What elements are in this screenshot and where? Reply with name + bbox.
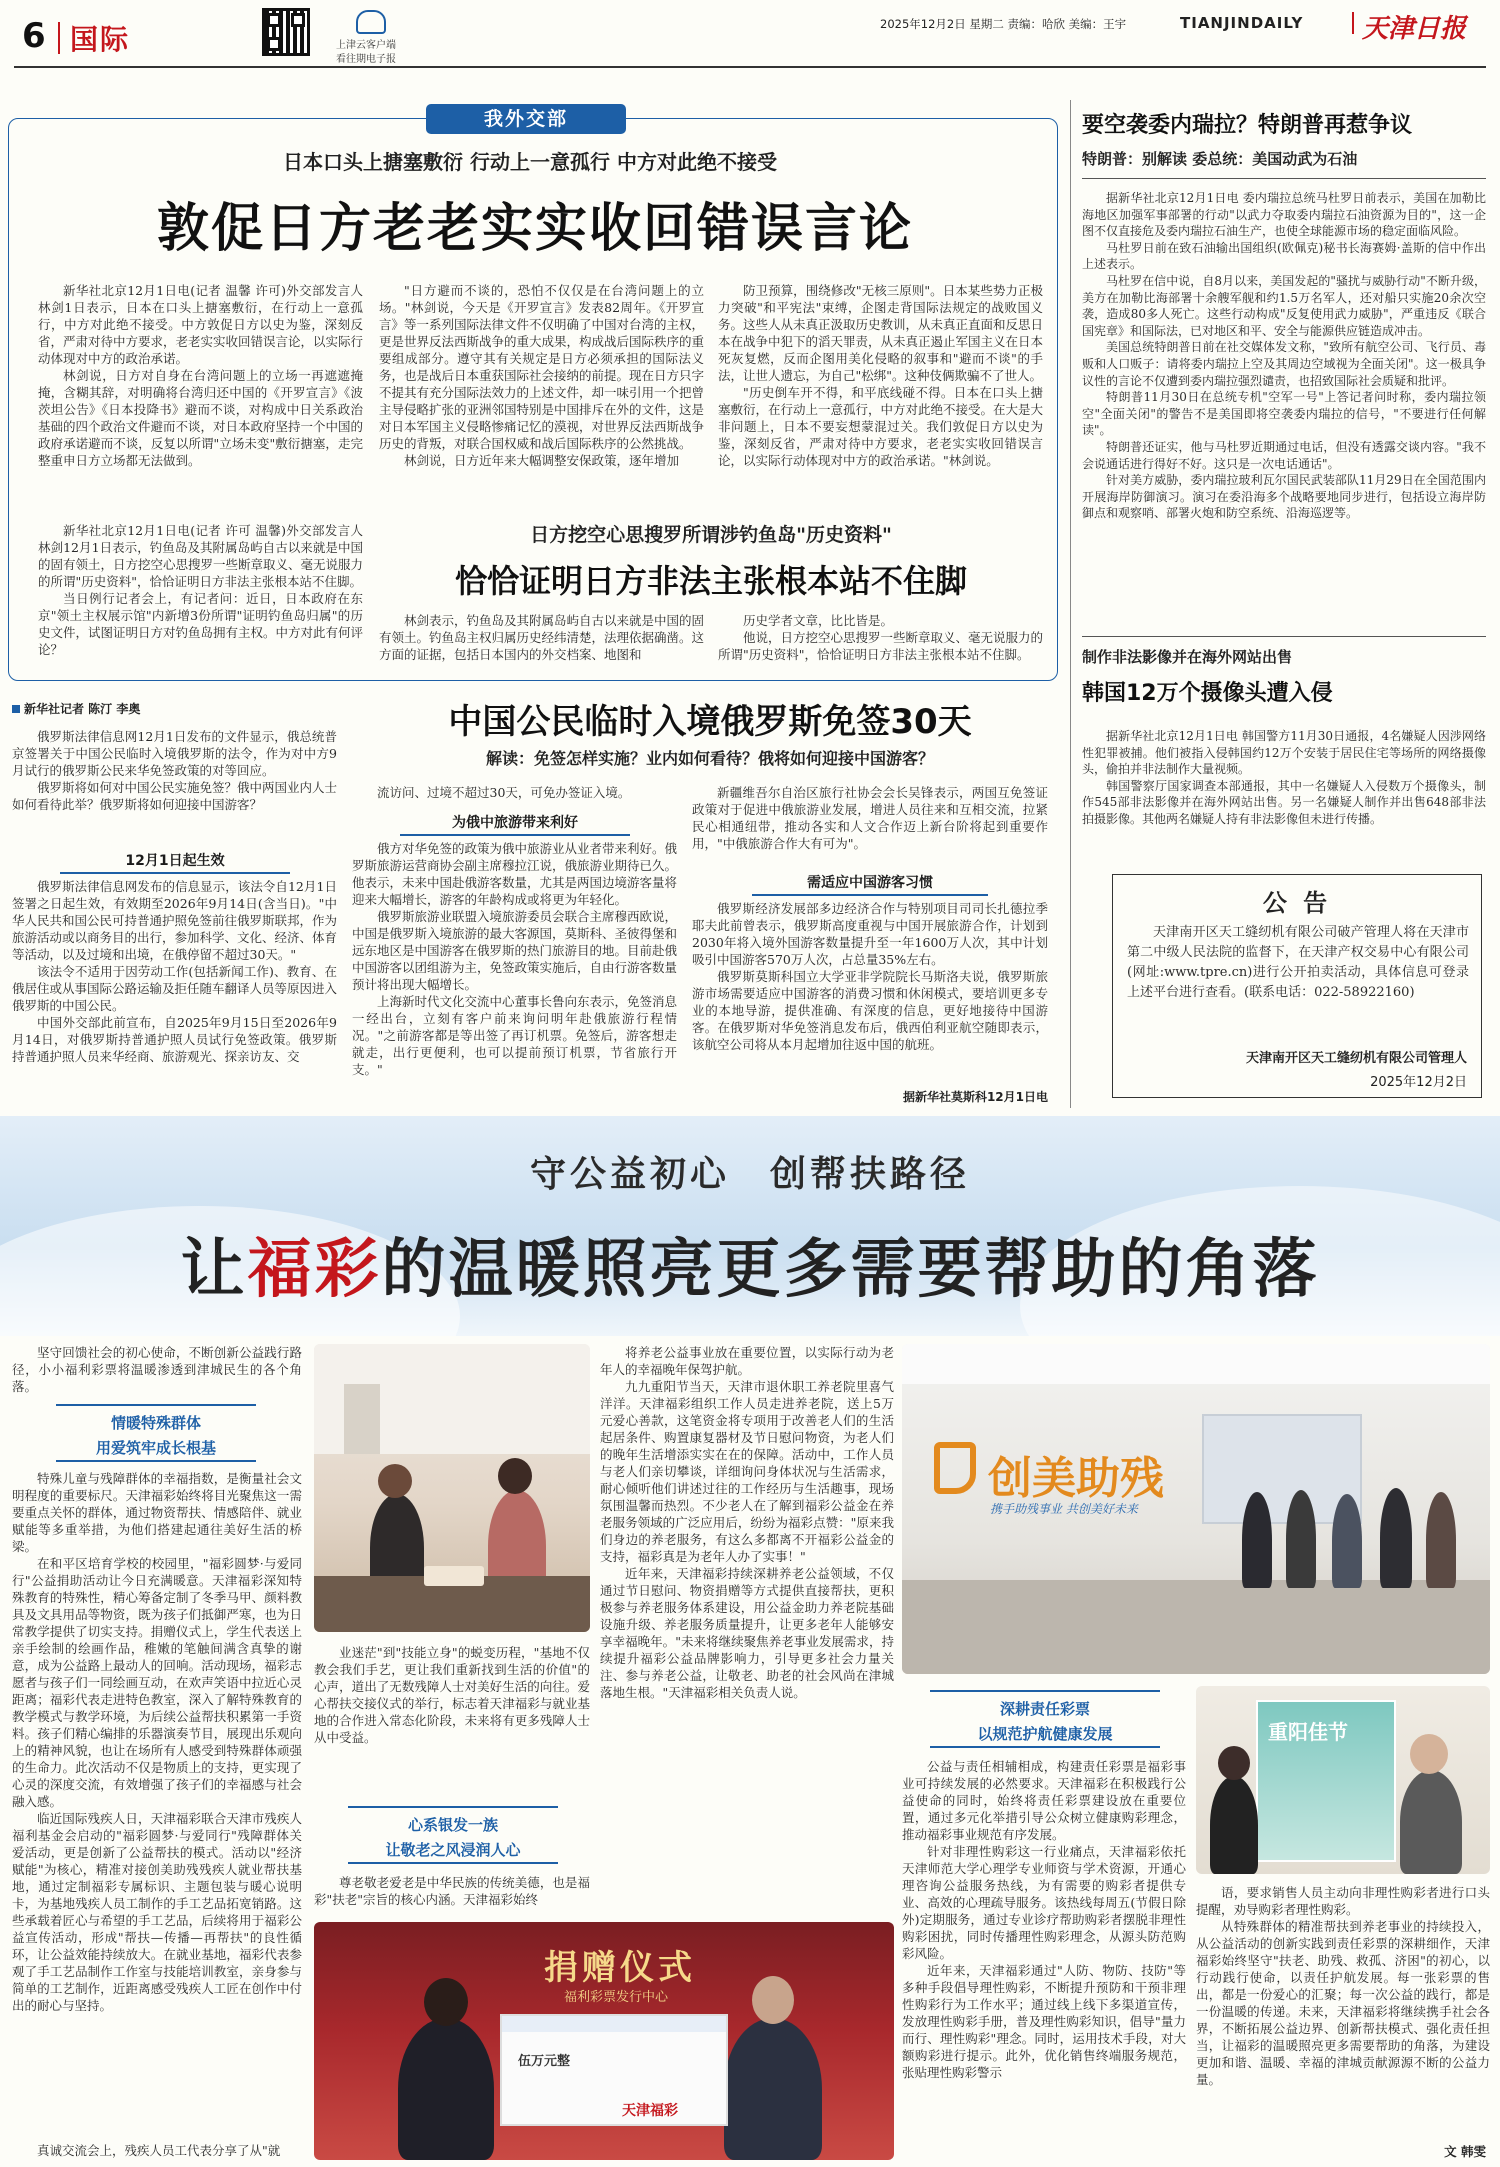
ceremony-banner-text: 捐赠仪式 <box>544 1948 696 1988</box>
russia-credit: 据新华社莫斯科12月1日电 <box>902 1090 1048 1104</box>
right-rule-1 <box>1082 178 1486 179</box>
poster-board <box>1256 1700 1396 1862</box>
lottery-kicker: 守公益初心 创帮扶路径 <box>529 1153 970 1195</box>
russia-section-2-label: 为俄中旅游带来利好 <box>452 815 578 831</box>
russia-section-2 <box>400 812 630 836</box>
lead-col-2: "日方避而不谈的，恐怕不仅仅是在台湾问题上的立场。"林剑说，今天是《开罗宣言》发表82周年。《开罗宣言》等一系列国际法律文件不仅明确了中国对台湾的主权，更是世界反法西斯战争的重大成果，构成战后国际秩序的重要组成部分。遵守其有关规定是日方必须承担的国际法义务，也是战后日本重获国际社会接纳的前提。现在日方只字不提其有充分国际法效力的上述文件，却一味引用一个把曾主导侵略扩张的亚洲邻国特别是中国排斥在外的文件，这是对日本军国主义侵略惨痛记忆的漠视，对世界反法西斯战争历史的背叛，对联合国权威和战后国际秩序的公然挑战。 林剑说，日方近年来大幅调整安保政策，逐年增加 <box>379 283 704 468</box>
russia-intro: 俄罗斯法律信息网12月1日发布的文件显示，俄总统普京签署关于中国公民临时入境俄罗斯的法令，作为对中方9月试行的俄罗斯公民来华免签政策的对等回应。 俄罗斯将如何对中国公民实施免签？俄中两国业内人士如何看待此举？俄罗斯将如何迎接中国游客？ <box>12 729 337 812</box>
masthead-rule <box>14 66 1486 68</box>
photo-elderly <box>1196 1686 1490 1874</box>
lottery-headline-red: 福彩 <box>247 1232 382 1307</box>
right-col-divider <box>1070 100 1071 1108</box>
cheque-brand: 天津福彩 <box>622 2103 678 2119</box>
lottery-section-3 <box>930 1690 1160 1748</box>
ceremony-banner-sub: 福利彩票发行中心 <box>564 1990 669 2005</box>
client-logo-icon <box>356 10 386 34</box>
cheque-board <box>500 2014 728 2126</box>
lottery-col-3: 将养老公益事业放在重要位置，以实际行动为老年人的幸福晚年保驾护航。 九九重阳节当天，天津市退休职工养老院里喜气洋洋。天津福彩组织工作人员走进养老院，送上5万元爱心善款，这笔资金将专项用于改善老人们的生活起居条件、购置康复器材及节日慰问物资，为老人们的晚年生活增添实实在在的保障。活动中，工作人员与老人们亲切攀谈，详细询问身体状况与生活需求，耐心倾听他们讲述过往的工作经历与生活趣事，现场氛围温馨而热烈。不少老人在了解到福彩公益金在养老服务领域的广泛应用后，纷纷为福彩点赞："原来我们身边的养老服务，有这么多都离不开福彩公益金的支持，福彩真是为老年人办了实事！" 近年来，天津福彩持续深耕养老公益领域，不仅通过节日慰问、物资捐赠等方式提供直接帮扶，更积极参与养老服务体系建设，用公益金助力养老院基础设施升级、养老服务质量提升，让更多老年人能够安享幸福晚年。"未来将继续聚焦养老事业发展需求，持续提升福彩公益品牌影响力，引导更多社会力量关注、参与养老公益，让敬老、助老的社会风尚在津城落地生根。"天津福彩相关负责人说。 <box>600 1345 894 1700</box>
section-name: 国际 <box>70 23 131 56</box>
russia-col-2b: 俄方对华免签的政策为俄中旅游业从业者带来利好。俄罗斯旅游运营商协会副主席穆拉江说，俄旅游业期待已久。他表示，未来中国赴俄游客数量，尤其是两国边境游客量将迎来大幅增长，游客的年龄构成或将更为年轻化。 俄罗斯旅游业联盟入境旅游委员会联合主席穆西欧说，中国是俄罗斯入境旅游的最大客源国，莫斯科、圣彼得堡和远东地区是中国游客在俄罗斯的热门旅游目的地。目前赴俄中国游客以团组游为主，免签政策实施后，自由行游客数量预计将出现大幅增长。 上海新时代文化交流中心董事长鲁向东表示，免签消息一经出台，立刻有客户前来询问明年赴俄旅游行程情况。"之前游客都是等出签了再订机票。免签后，游客想走就走，出行更便利，也可以提前预订机票，节省旅行开支。" <box>352 841 677 1077</box>
lottery-section-3-line-1: 深耕责任彩票 <box>999 1700 1090 1718</box>
photo-chuangmei-office <box>902 1344 1490 1674</box>
lead-headline: 敦促日方老老实实收回错误言论 <box>156 199 913 259</box>
russia-byline-marker <box>12 705 20 713</box>
photo-ceremony <box>314 1922 894 2160</box>
notice-sign: 天津南开区天工缝纫机有限公司管理人 <box>1245 1051 1467 1066</box>
lottery-col-2-sec2: 尊老敬老爱老是中华民族的传统美德，也是福彩"扶老"宗旨的核心内涵。天津福彩始终 <box>314 1875 590 1907</box>
russia-col-1: 俄罗斯法律信息网发布的信息显示，该法令自12月1日签署之日起生效，有效期至2026年9月14日(含当日)。"中华人民共和国公民可持普通护照免签前往俄罗斯联邦，作为旅游活动或以商务目的出行，参加科学、文化、经济、体育等活动，以及过境和出境，在俄停留不超过30天。" 该法令不适用于因劳动工作(包括新闻工作)、教育、在俄居住或从事国际公路运输及拒任随车翻译人员等原因进入俄罗斯的中国公民。 中国外交部此前宣布，自2025年9月15日至2026年9月14日，对俄罗斯持普通护照人员试行免签政策。俄罗斯持普通护照人员来华经商、旅游观光、探亲访友、交 <box>12 879 337 1064</box>
lead-tag-label: 我外交部 <box>483 108 568 130</box>
qr-label-2: 看往期电子报 <box>336 54 396 65</box>
russia-section-3 <box>752 872 988 896</box>
russia-section-3-label: 需适应中国游客习惯 <box>807 875 933 891</box>
russia-section-1 <box>60 850 290 874</box>
lottery-section-3-line-2: 以规范护航健康发展 <box>977 1725 1113 1743</box>
russia-col-3b: 俄罗斯经济发展部多边经济合作与特别项目司司长扎德拉季耶夫此前曾表示，俄罗斯高度重视与中国开展旅游合作，计划到2030年将入境外国游客数量提升至一年1600万人次，其中计划吸引中国游客570万人次，占总量35%左右。 俄罗斯莫斯科国立大学亚非学院院长马斯洛夫说，俄罗斯旅游市场需要适应中国游客的消费习惯和休闲模式，要培训更多专业的本地导游，提供准确、有深度的信息，更好地接待中国游客。在俄罗斯对华免签消息发布后，俄西伯利亚航空随即表示，该航空公司将从本月起增加往返中国的航班。 <box>692 901 1048 1052</box>
notice-title: 公 告 <box>1262 889 1332 917</box>
lead-col-3: 防卫预算，围绕修改"无核三原则"。日本某些势力正极力突破"和平宪法"束缚，企图走背国际法规定的战败国义务。这些人从未真正汲取历史教训，从未真正直面和反思日本在战争中犯下的滔天罪责，从未真正遏止军国主义在日本死灰复燃，反而企图用美化侵略的叙事和"避而不谈"的手法，让世人遗忘，为自己"松绑"。这种伎俩欺骗不了世人。 "历史倒车开不得，和平底线碰不得。日本在口头上搪塞敷衍，在行动上一意孤行，中方对此绝不接受。在大是大非问题上，日本不要妄想蒙混过关。我们敦促日方以史为鉴，深刻反省，严肃对待中方要求，老老实实收回错误言论，以实际行动体现对中方的政治承诺。"林剑说。 <box>718 283 1043 468</box>
lottery-intro: 坚守回馈社会的初心使命，不断创新公益践行路径，小小福利彩票将温暖渗透到津城民生的各个角落。 <box>12 1345 302 1394</box>
paper-name-cn: 天津日报 <box>1362 14 1467 44</box>
paper-name-divider <box>1352 12 1354 34</box>
lottery-col-2-top: 业迷茫"到"技能立身"的蜕变历程，"基地不仅教会我们手艺，更让我们重新找到生活的价值"的心声，道出了无数残障人士对美好生活的向往。爱心帮扶交接仪式的举行，标志着天津福彩与就业基地的合作进入常态化阶段，未来将有更多残障人士从中受益。 <box>314 1645 590 1745</box>
lottery-section-1-line-2: 用爱筑牢成长根基 <box>95 1439 216 1457</box>
chuangmei-slogan: 携手助残事业 共创美好未来 <box>990 1502 1138 1516</box>
lottery-section-2-line-2: 让敬老之风浸润人心 <box>385 1841 521 1859</box>
qr-label-1: 上津云客户端 <box>336 40 396 51</box>
lead-kicker: 日本口头上搪塞敷衍 行动上一意孤行 中方对此绝不接受 <box>283 150 777 174</box>
russia-byline: 新华社记者 陈汀 李奥 <box>24 702 141 716</box>
lead-sub-col-2: 林剑表示，钓鱼岛及其附属岛屿自古以来就是中国的固有领土。钓鱼岛主权归属历史经纬清楚，法理依据确凿。这方面的证据，包括日本国内的外交档案、地图和 <box>379 613 704 662</box>
lottery-headline <box>0 1218 1500 1310</box>
paper-name-en: TIANJINDAILY <box>1180 14 1304 32</box>
right-kicker-2: 制作非法影像并在海外网站出售 <box>1082 648 1293 666</box>
poster-text: 重阳佳节 <box>1268 1720 1348 1744</box>
lottery-banner <box>0 1116 1500 1336</box>
right-rule-2 <box>1082 636 1486 637</box>
cheque-amount: 伍万元整 <box>518 2054 571 2069</box>
lottery-headline-pre: 让 <box>180 1232 248 1307</box>
lottery-col-5: 语，要求销售人员主动向非理性购彩者进行口头提醒，劝导购彩者理性购彩。 从特殊群体的精准帮扶到养老事业的持续投入，从公益活动的创新实践到责任彩票的深耕细作，天津福彩始终坚守"扶老、助残、救孤、济困"的初心，以行动践行使命，以责任护航发展。每一张彩票的售出，都是一份爱心的汇聚；每一次公益的践行，都是一份温暖的传递。未来，天津福彩将继续携手社会各界，不断拓展公益边界、创新帮扶模式、强化责任担当，让福彩的温暖照亮更多需要帮助的角落，为建设更加和谐、温暖、幸福的津城贡献源源不断的公益力量。 <box>1196 1885 1490 2087</box>
lottery-section-1 <box>56 1404 256 1462</box>
lottery-section-2-line-1: 心系银发一族 <box>407 1816 498 1834</box>
lead-sub-headline: 恰恰证明日方非法主张根本站不住脚 <box>454 562 967 600</box>
right-body-2: 据新华社北京12月1日电 韩国警方11月30日通报，4名嫌疑人因涉网络性犯罪被捕。他们被指入侵韩国约12万个安装于居民住宅等场所的网络摄像头，偷拍并非法制作大量视频。 韩国警察厅国家调查本部通报，其中一名嫌疑人入侵数万个摄像头，制作545部非法影像并在海外网站出售。另一名嫌疑人制作并出售648部非法拍摄影像。其他两名嫌疑人持有非法影像但未进行传播。 <box>1082 729 1486 826</box>
russia-headline: 中国公民临时入境俄罗斯免签30天 <box>448 702 972 742</box>
qr-code[interactable] <box>262 8 310 56</box>
chuangmei-logo-icon <box>934 1442 976 1494</box>
photo-volunteers <box>314 1344 590 1632</box>
lottery-col-1: 特殊儿童与残障群体的幸福指数，是衡量社会文明程度的重要标尺。天津福彩始终将目光聚焦这一需要重点关怀的群体，通过物资帮扶、情感陪伴、就业赋能等多重举措，为他们搭建起通往美好生活的桥梁。 在和平区培育学校的校园里，"福彩圆梦·与爱同行"公益捐助活动让今日充满暖意。天津福彩深知特殊教育的特殊性，精心筹备定制了冬季马甲、颜料教具及文具用品等物资，既为孩子们抵御严寒，也为日常教学提供了切实支持。捐赠仪式上，学生代表送上亲手绘制的绘画作品，稚嫩的笔触间满含真挚的谢意，成为公益路上最动人的回响。活动现场，福彩志愿者与孩子们一同绘画互动，在欢声笑语中拉近心灵距离；福彩代表走进特色教室，深入了解特殊教育的教学模式与教学环境，为后续公益帮扶积累第一手资料。孩子们精心编排的乐器演奏节目，展现出乐观向上的精神风貌，也让在场所有人感受到特殊群体顽强的生命力。此次活动不仅是物质上的支持，更实现了心灵的深度交流，有效增强了孩子们的幸福感与社会融入感。 临近国际残疾人日，天津福彩联合天津市残疾人福利基金会启动的"福彩圆梦·与爱同行"残障群体关爱活动，更是创新了公益帮扶的模式。活动以"经济赋能"为核心，精准对接创美助残残疾人就业帮扶基地，通过定制福彩专属标识、主题包装与暖心说明卡，为基地残疾人员工制作的手工艺品拓宽销路。这些承载着匠心与希望的手工艺品，后续将用于福彩公益宣传活动，形成"帮扶—传播—再帮扶"的良性循环，让公益效能持续放大。在就业基地，福彩代表参观了手工艺品制作工作室与技能培训教室，亲身参与简单的工艺制作，近距离感受残疾人工匠在创作中付出的耐心与坚持。 <box>12 1471 302 2013</box>
masthead <box>0 0 1500 68</box>
page-number-divider <box>58 22 60 54</box>
lottery-section-1-line-1: 情暖特殊群体 <box>110 1414 201 1432</box>
issue-info: 2025年12月2日 星期二 责编：哈欣 美编：王宇 <box>880 17 1127 31</box>
russia-section-1-label: 12月1日起生效 <box>125 853 225 869</box>
lead-sub-kicker: 日方挖空心思搜罗所谓涉钓鱼岛"历史资料" <box>530 524 892 546</box>
lottery-headline-post: 的温暖照亮更多需要帮助的角落 <box>381 1232 1320 1307</box>
lead-col-1: 新华社北京12月1日电(记者 温馨 许可)外交部发言人林剑1日表示，日本在口头上搪塞敷衍，在行动上一意孤行，中方对此绝不接受。中方敦促日方以史为鉴，深刻反省，严肃对待中方要求，老老实实收回错误言论，以实际行动体现对中方的政治承诺。 林剑说，日方对自身在台湾问题上的立场一再遮遮掩掩，含糊其辞，对明确将台湾归还中国的《开罗宣言》《波茨坦公告》《日本投降书》避而不谈，对构成中日关系政治基础的四个政治文件避而不谈，对日本政府坚持一个中国的政府承诺避而不谈，反复以所谓"立场未变"敷衍搪塞，走完整重申日方立场都无法做到。 <box>38 283 363 468</box>
right-body-1: 据新华社北京12月1日电 委内瑞拉总统马杜罗日前表示，美国在加勒比海地区加强军事部署的行动"以武力夺取委内瑞拉石油资源为目的"，这一企图不仅直接危及委内瑞拉石油生产，也使全球能源市场的稳定面临风险。 马杜罗日前在致石油输出国组织(欧佩克)秘书长海赛姆·盖斯的信中作出上述表示。 马杜罗在信中说，自8月以来，美国发起的"骚扰与威胁行动"不断升级，美方在加勒比海部署十余艘军舰和约1.5万名军人，还对船只实施20余次空袭，造成80多人死亡。这些行动构成"反复使用武力威胁"，严重违反《联合国宪章》和国际法，已对地区和平、安全与能源供应链造成冲击。 美国总统特朗普日前在社交媒体发文称，"致所有航空公司、飞行员、毒贩和人口贩子：请将委内瑞拉上空及其周边空域视为全面关闭"。这一极具争议性的言论不仅遭到委内瑞拉强烈谴责，也招致国际社会质疑和批评。 特朗普11月30日在总统专机"空军一号"上答记者问时称，委内瑞拉领空"全面关闭"的警告不是美国即将空袭委内瑞拉的信号，"不要进行任何解读"。 特朗普还证实，他与马杜罗近期通过电话，但没有透露交谈内容。"我不会说通话进行得好不好。这只是一次电话通话"。 针对美方威胁，委内瑞拉玻利瓦尔国民武装部队11月29日在全国范围内开展海岸防御演习。演习在委沿海多个战略要地同步进行，包括设立海岸防御点和观察哨、部署火炮和防空系统、沿海巡逻等。 <box>1082 191 1486 521</box>
russia-col-2a: 流访问、过境不超过30天，可免办签证入境。 <box>377 785 631 800</box>
russia-col-3a: 新疆维吾尔自治区旅行社协会会长吴锋表示，两国互免签证政策对于促进中俄旅游业发展，增进人员往来和互相交流，拉紧民心相通纽带，推动各实和人文合作迈上新台阶将起到重要作用，"中俄旅游合作大有可为"。 <box>692 785 1048 851</box>
chuangmei-sign: 创美助残 <box>988 1453 1164 1504</box>
page-number: 6 <box>22 16 46 56</box>
lottery-author: 文 韩雯 <box>1444 2144 1486 2159</box>
lead-sub-col-1: 新华社北京12月1日电(记者 许可 温馨)外交部发言人林剑12月1日表示，钓鱼岛及其附属岛屿自古以来就是中国的固有领土，日方挖空心思搜罗一些断章取义、毫无说服力的所谓"历史资料"，恰恰证明日方非法主张根本站不住脚。 当日例行记者会上，有记者问：近日，日本政府在东京"领土主权展示馆"内新增3份所谓"证明钓鱼岛归属"的历史文件，试图证明日方对钓鱼岛拥有主权。中方对此有何评论？ <box>38 523 363 657</box>
russia-subheadline: 解读：免签怎样实施？业内如何看待？俄将如何迎接中国游客？ <box>485 749 934 768</box>
lottery-col-4: 公益与责任相辅相成，构建责任彩票是福彩事业可持续发展的必然要求。天津福彩在积极践行公益使命的同时，始终将责任彩票建设放在重要位置，通过多元化举措引导公众树立健康购彩理念，推动福彩事业规范有序发展。 针对非理性购彩这一行业痛点，天津福彩依托天津师范大学心理学专业师资与学术资源，开通心理咨询公益服务热线，为有需要的购彩者提供专业、高效的心理疏导服务。该热线每周五(节假日除外)定期服务，通过专业诊疗帮助购彩者摆脱非理性购彩困扰，同时传播理性购彩理念，从源头防范购彩风险。 近年来，天津福彩通过"人防、物防、技防"等多种手段倡导理性购彩，不断提升预防和干预非理性购彩行为工作水平；通过线上线下多渠道宣传，发放理性购彩手册，普及理性购彩知识，倡导"量力而行、理性购彩"理念。同时，运用技术手段，对大额购彩进行提示。此外，优化销售终端服务规范，张贴理性购彩警示 <box>902 1759 1186 2080</box>
right-headline-1: 要空袭委内瑞拉？特朗普再惹争议 <box>1082 113 1413 138</box>
lottery-col-1-tail: 真诚交流会上，残疾人员工代表分享了从"就 <box>37 2143 281 2158</box>
right-headline-2: 韩国12万个摄像头遭入侵 <box>1082 681 1333 706</box>
notice-box <box>1112 874 1482 1098</box>
notice-body: 天津南开区天工缝纫机有限公司破产管理人将在天津市第二中级人民法院的监督下，在天津产权交易中心有限公司(网址:www.tpre.cn)进行公开拍卖活动，具体信息可登录上述平台进行查看。(联系电话：022-58922160) <box>1127 925 1469 1000</box>
notice-date: 2025年12月2日 <box>1370 1075 1467 1090</box>
lead-sub-col-3: 历史学者文章，比比皆是。 他说，日方挖空心思搜罗一些断章取义、毫无说服力的所谓"历史资料"，恰恰证明日方非法主张根本站不住脚。 <box>718 613 1043 662</box>
right-sub-1: 特朗普：别解读 委总统：美国动武为石油 <box>1082 150 1358 168</box>
lead-box-tag <box>426 104 626 134</box>
lottery-section-2 <box>348 1806 558 1864</box>
